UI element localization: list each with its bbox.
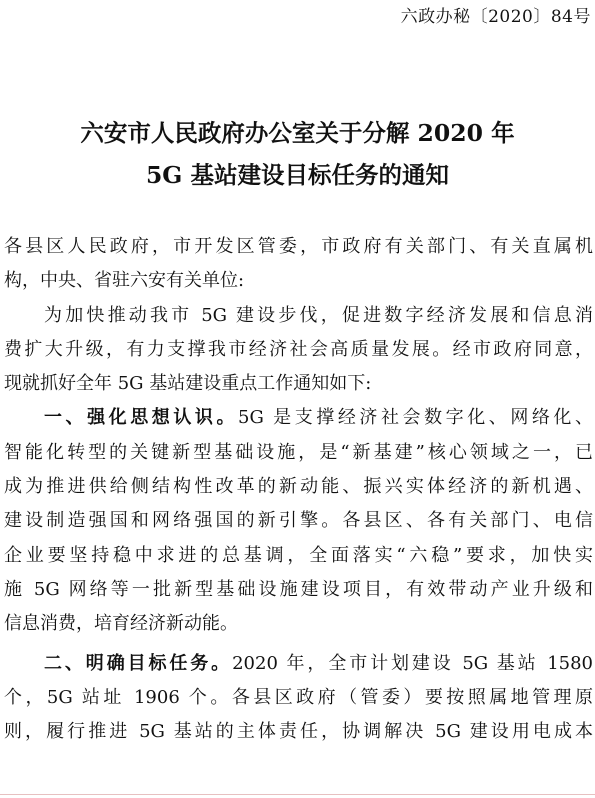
section-2-heading: 二、明确目标任务。 (44, 652, 233, 674)
section-1-line-7: 信息消费，培育经济新动能。 (4, 613, 238, 635)
section-1-line-5: 企业要坚持稳中求进的总基调，全面落实“六稳”要求，加快实 (4, 544, 593, 566)
document-title (0, 112, 595, 196)
intro-line-2: 费扩大升级，有力支撑我市经济社会高质量发展。经市政府同意， (4, 338, 593, 360)
title-line-1: 六安市人民政府办公室关于分解 2020 年 (80, 119, 515, 147)
section-1-heading: 一、强化思想认识。 (44, 407, 239, 429)
section-2-line-1: 2020 年，全市计划建设 5G 基站 1580 (232, 652, 594, 674)
title-line-2: 5G 基站建设目标任务的通知 (145, 161, 450, 189)
section-1-line-1: 5G 是支撑经济社会数字化、网络化、 (238, 407, 593, 429)
intro-line-1: 为加快推动我市 5G 建设步伐，促进数字经济发展和信息消 (44, 304, 593, 326)
document-number: 六政办秘〔2020〕84号 (400, 7, 591, 27)
page-bottom-rule (0, 794, 595, 795)
document-body (4, 230, 593, 749)
section-1-line-4: 建设制造强国和网络强国的新引擎。各县区、各有关部门、电信 (4, 510, 593, 532)
salutation-line-1: 各县区人民政府，市开发区管委，市政府有关部门、有关直属机 (4, 236, 593, 257)
salutation-line-2: 构，中央、省驻六安有关单位: (4, 270, 245, 292)
intro-line-3: 现就抓好全年 5G 基站建设重点工作通知如下: (4, 373, 372, 395)
section-1-first-line (4, 401, 593, 435)
section-2-line-3: 则，履行推进 5G 基站的主体责任，协调解决 5G 建设用电成本 (4, 721, 593, 743)
section-1-line-6: 施 5G 网络等一批新型基础设施建设项目，有效带动产业升级和 (4, 578, 593, 600)
section-2-line-2: 个，5G 站址 1906 个。各县区政府（管委）要按照属地管理原 (4, 686, 593, 708)
section-1-line-2: 智能化转型的关键新型基础设施，是“新基建”核心领域之一，已 (4, 441, 593, 463)
section-2-first-line (4, 647, 593, 681)
section-1-line-3: 成为推进供给侧结构性改革的新动能、振兴实体经济的新机遇、 (4, 476, 593, 498)
